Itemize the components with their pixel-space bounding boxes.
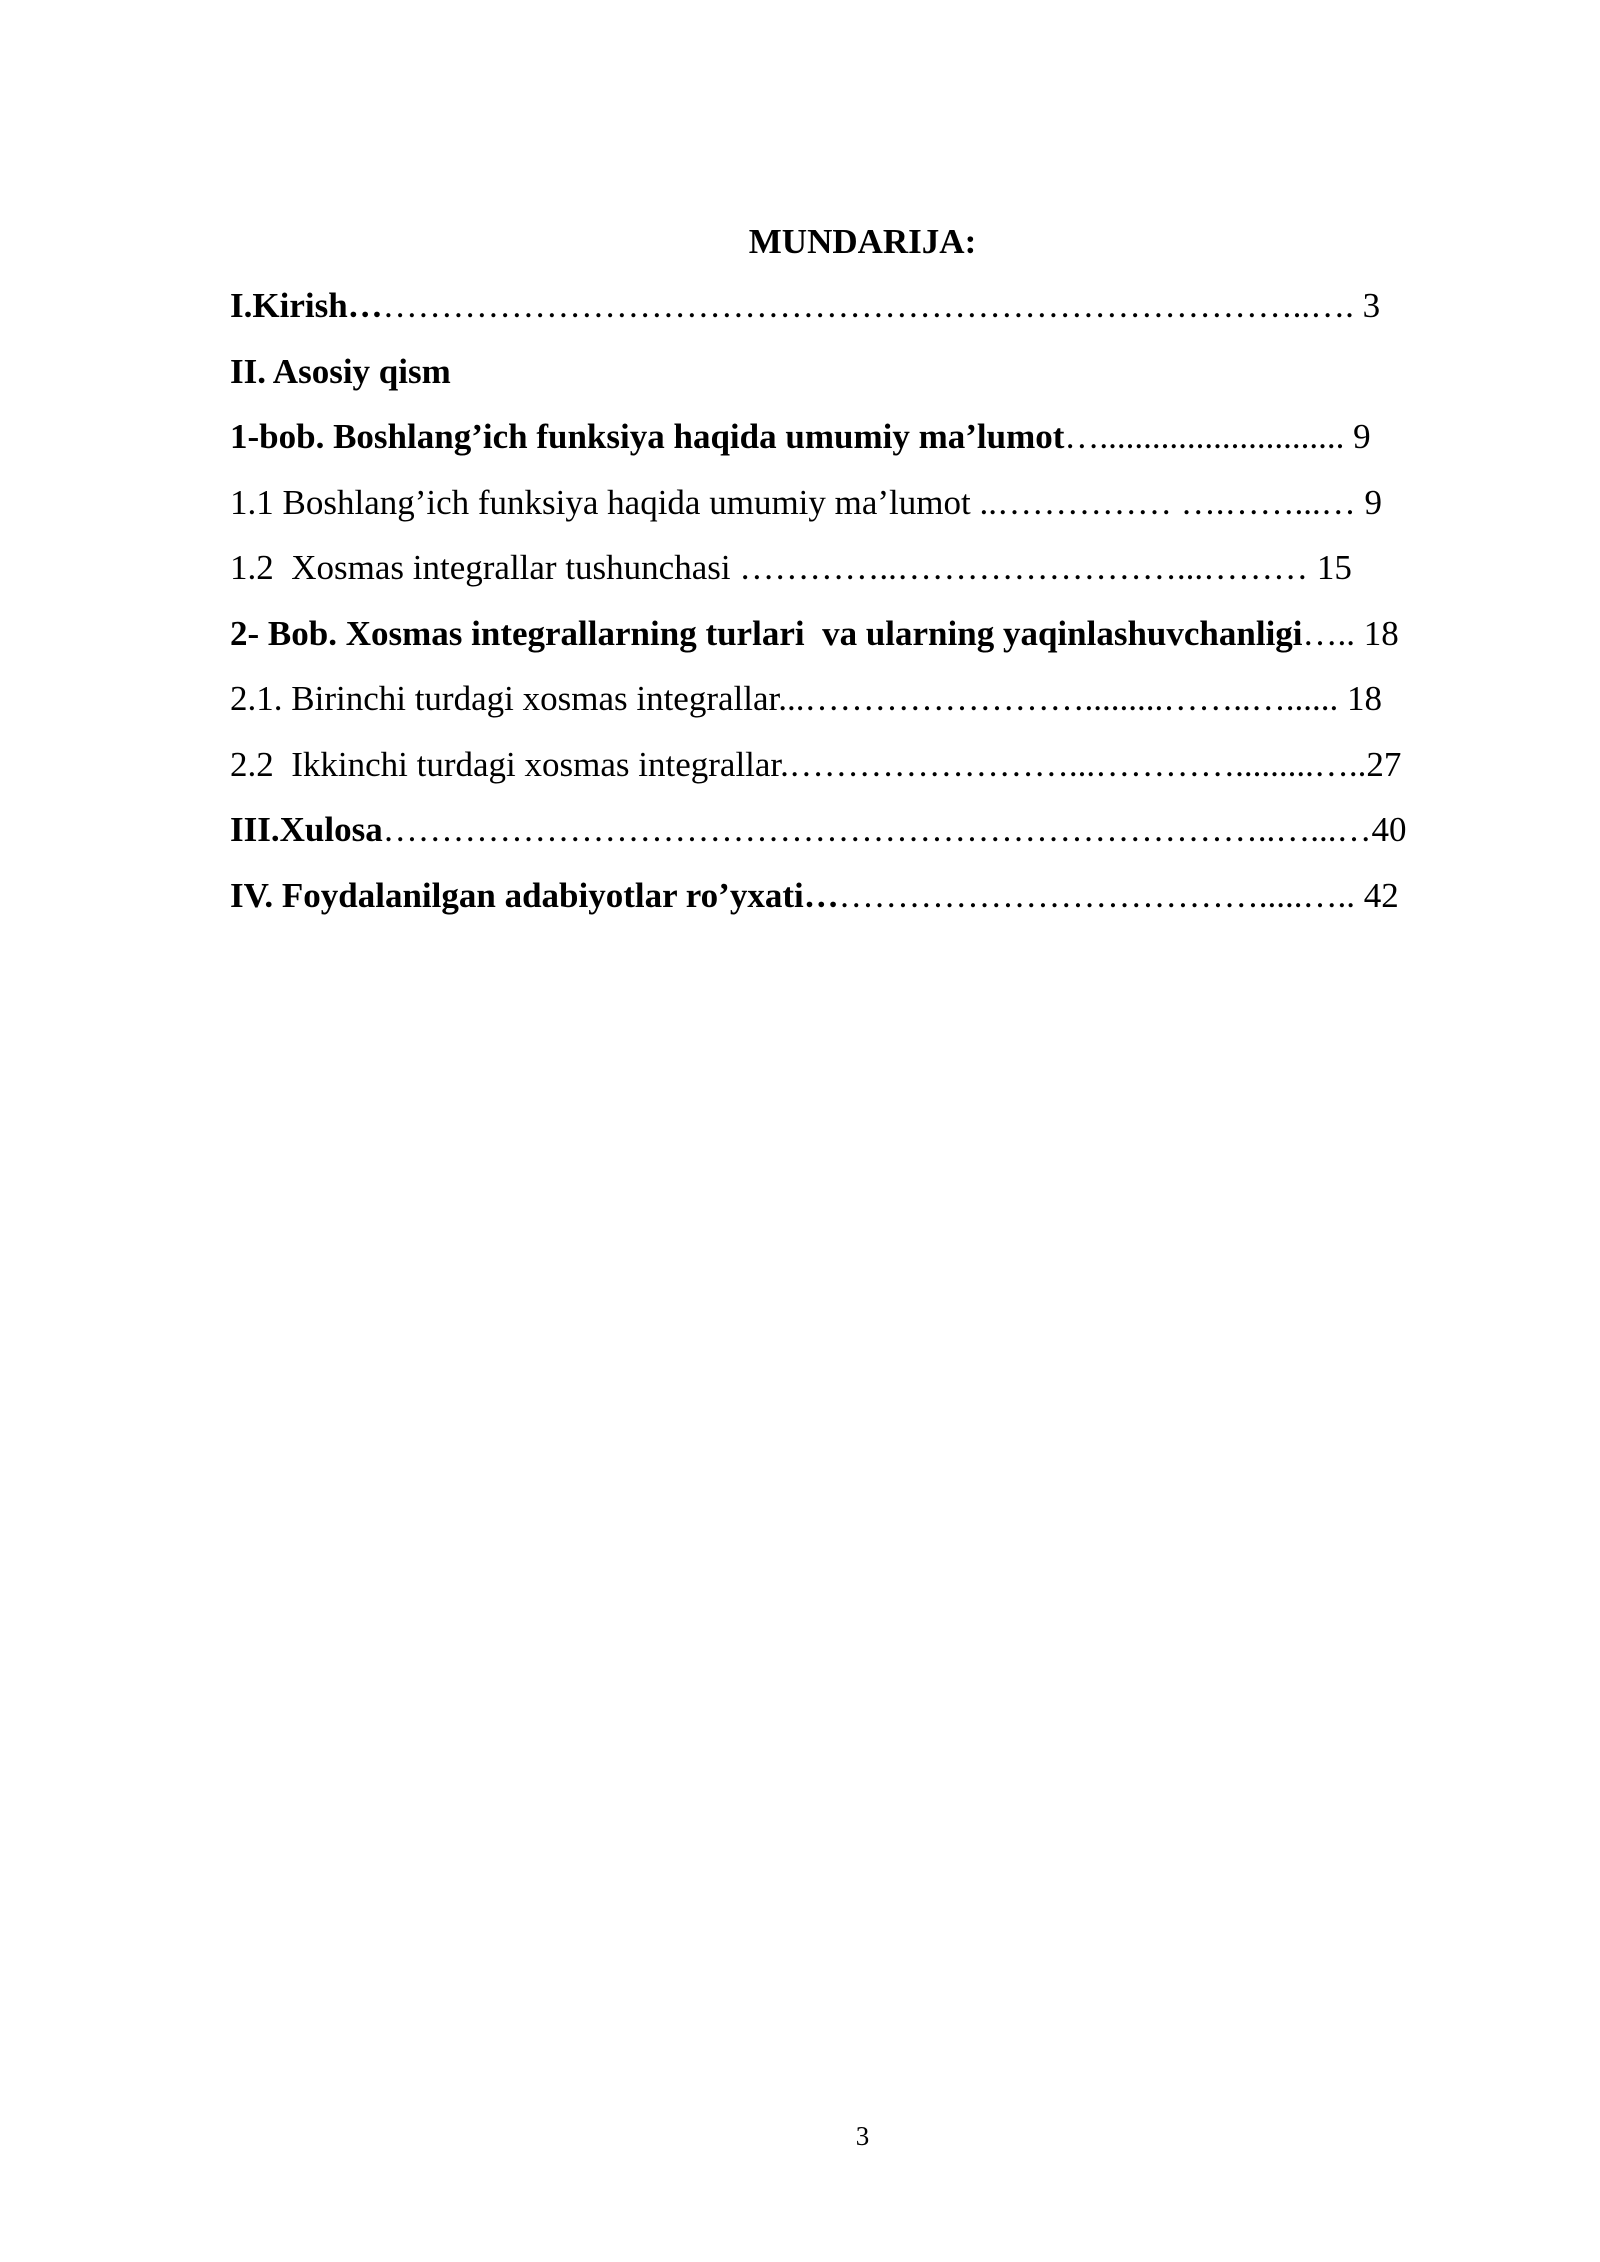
toc-entry-label: 1.2 Xosmas integrallar tushunchasi [230, 548, 740, 587]
toc-entry-section-2-1[interactable] [230, 675, 1500, 741]
toc-entry-leader: …………………………………………………………………..…...… [382, 810, 1372, 849]
toc-entry-label: 2- Bob. Xosmas integrallarning turlari va ularning yaqinlashuvchanligi [230, 613, 1303, 653]
toc-entry-chapter-2[interactable] [230, 610, 1500, 676]
toc-entry-leader: ...…………………….........……..…...... [778, 679, 1347, 718]
toc-entry-page: 9 [1364, 482, 1382, 522]
toc-entry-leader: ……………………………………………………………………..…. [382, 286, 1363, 325]
toc-entry-page: 40 [1371, 810, 1407, 849]
toc-entry-label: 1-bob. Boshlang’ich funksiya haqida umumiy ma’lumot [230, 417, 1065, 456]
toc-entry-kirish[interactable] [230, 282, 1500, 348]
toc-entry-leader: …............................ [1064, 417, 1354, 456]
toc-entry-label: 1.1 Boshlang’ich funksiya haqida umumiy ma’lumot [230, 482, 980, 522]
toc-title: MUNDARIJA: [748, 222, 977, 261]
toc-entry-page: 3 [1362, 286, 1381, 325]
toc-entry-leader: …………..……………………...……… [739, 548, 1317, 587]
toc-entry-label: I.Kirish… [230, 286, 383, 325]
toc-entry-label: III.Xulosa [230, 810, 383, 849]
toc-entry-page: 9 [1353, 417, 1371, 456]
toc-entry-chapter-1[interactable] [230, 413, 1500, 479]
toc-entry-leader: .……………………...………….........….. [780, 744, 1367, 784]
toc-entry-leader: ……………………………….....….. [838, 875, 1364, 915]
toc-entry-page: 42 [1363, 875, 1399, 915]
toc-entry-section-2-2[interactable] [230, 741, 1500, 807]
table-of-contents [230, 282, 1500, 937]
toc-entry-page: 15 [1316, 548, 1352, 587]
page-number: 3 [855, 2121, 870, 2151]
toc-entry-leader: ….. [1302, 613, 1364, 653]
toc-entry-label: 2.2 Ikkinchi turdagi xosmas integrallar [230, 744, 781, 784]
toc-entry-label: II. Asosiy qism [230, 351, 451, 391]
toc-entry-asosiy-qism[interactable] [230, 348, 1500, 414]
toc-entry-label: IV. Foydalanilgan adabiyotlar ro’yxati… [230, 875, 839, 915]
toc-entry-page: 18 [1363, 613, 1399, 653]
toc-entry-page: 18 [1346, 679, 1382, 718]
toc-entry-section-1-2[interactable] [230, 544, 1500, 610]
toc-entry-leader: ..…………… ….……...… [979, 482, 1365, 522]
toc-entry-adabiyotlar[interactable] [230, 872, 1500, 938]
toc-entry-page: 27 [1366, 744, 1402, 784]
toc-entry-section-1-1[interactable] [230, 479, 1500, 545]
toc-entry-xulosa[interactable] [230, 806, 1500, 872]
toc-entry-label: 2.1. Birinchi turdagi xosmas integrallar [230, 679, 779, 718]
